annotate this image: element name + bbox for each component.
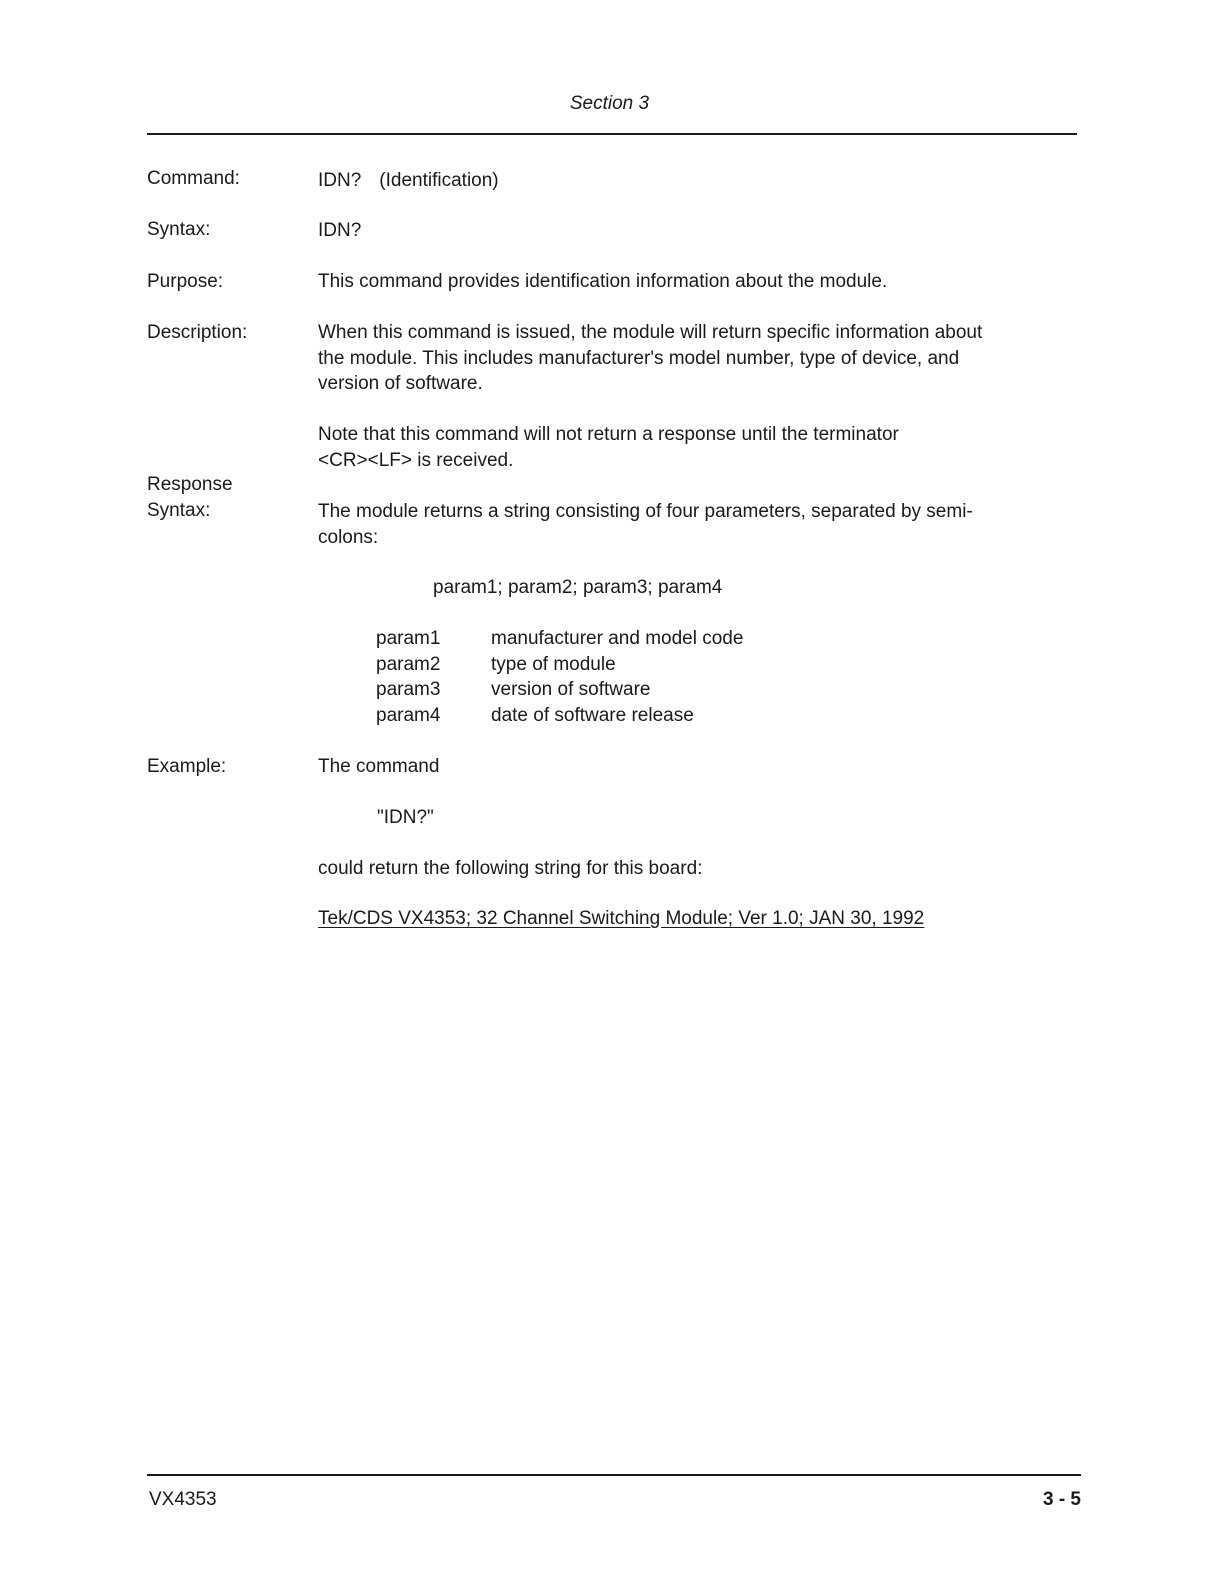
description-line: the module. This includes manufacturer's model number, type of device, and [318,347,960,369]
purpose-text: This command provides identification information about the module. [318,271,888,292]
example-intro: The command [318,756,440,777]
command-label: Command: [147,168,240,189]
command-qualifier: (Identification) [379,170,499,191]
param-name: param1 [376,628,441,649]
param-name: param2 [376,654,441,675]
description-label: Description: [147,322,248,343]
note-line: <CR><LF> is received. [318,449,514,471]
response-label-line1: Response [147,474,233,495]
example-command: "IDN?" [377,807,434,828]
syntax-value: IDN? [318,220,362,241]
purpose-label: Purpose: [147,271,224,292]
param-name: param4 [376,705,441,726]
description-line: version of software. [318,373,483,394]
param-name: param3 [376,679,441,700]
example-result: Tek/CDS VX4353; 32 Channel Switching Module; Ver 1.0; JAN 30, 1992 [318,908,925,929]
response-label-line2: Syntax: [147,500,211,521]
param-desc: date of software release [491,705,694,726]
syntax-label: Syntax: [147,219,211,240]
footer-model: VX4353 [149,1489,217,1510]
footer-rule [147,1474,1081,1476]
response-text [318,499,1068,550]
section-title: Section 3 [569,93,650,114]
header-rule [147,133,1077,135]
param-desc: type of module [491,654,616,675]
command-value [318,170,499,192]
response-line: The module returns a string consisting of four parameters, separated by semi- [318,501,973,522]
param-desc: manufacturer and model code [491,628,744,649]
example-label: Example: [147,756,227,777]
description-line: When this command is issued, the module will return specific information about [318,322,983,343]
response-line: colons: [318,526,379,548]
description-note [318,422,1068,473]
page-number: 3 - 5 [1042,1489,1081,1510]
param-desc: version of software [491,679,651,700]
example-followup: could return the following string for this board: [318,858,703,879]
note-line: Note that this command will not return a response until the terminator [318,424,899,445]
response-format: param1; param2; param3; param4 [433,577,723,598]
description-text [318,320,1068,397]
command-name: IDN? [318,170,362,191]
